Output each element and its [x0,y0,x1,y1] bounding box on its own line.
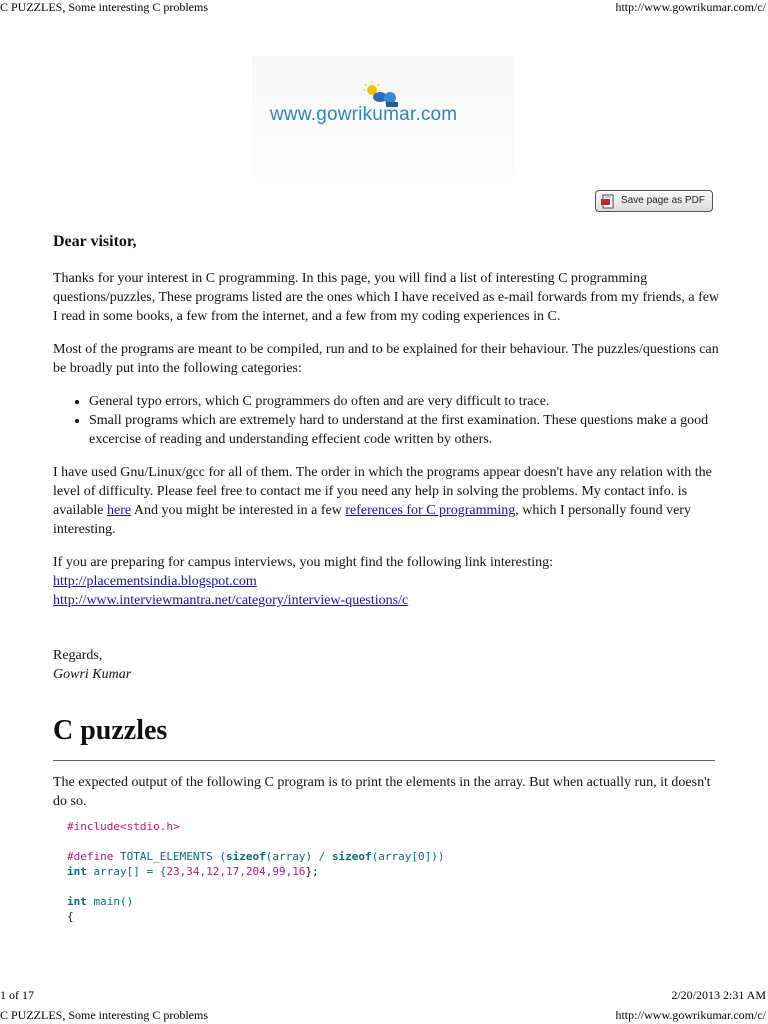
categories-intro: Most of the programs are meant to be compiled, run and to be explained for their behaviour. The puzzles/questions can be broadly put into the following categories: [53,342,719,376]
code-define-line: #define TOTAL_ELEMENTS (sizeof(array) / sizeof(array[0])) [67,850,445,863]
campus-paragraph [53,553,721,610]
interviewmantra-link[interactable]: http://www.interviewmantra.net/category/interview-questions/c [53,593,409,608]
usage-text-2: And you might be interested in a few [131,503,346,518]
usage-paragraph [53,463,721,539]
save-page-as-pdf-button[interactable] [595,190,713,212]
signature: Gowri Kumar [53,667,132,682]
references-link[interactable]: references for C programming [345,503,516,518]
contact-here-link[interactable]: here [107,503,132,518]
usage-text-1: I have used Gnu/Linux/gcc for all of them. The order in which the programs appear doesn't have any relation with the level of difficulty. Please feel free to contact me if you need any help in solving the problems. My contact info. is available [53,465,712,518]
code-brace: { [67,910,74,923]
footer-url: http://www.gowrikumar.com/c/ [615,1008,766,1022]
categories-list [53,392,721,449]
usage-text-3: , which I personally found very interesting. [53,503,691,537]
greeting: Dear visitor, [53,233,137,250]
placements-link[interactable]: http://placementsindia.blogspot.com [53,574,257,589]
main-content [53,232,721,924]
campus-text: If you are preparing for campus interviews, you might find the following link interesting: [53,555,553,570]
footer-datetime: 2/20/2013 2:31 AM [671,988,766,1002]
code-block [67,819,721,924]
code-include: #include<stdio.h> [67,820,180,833]
footer-title: C PUZZLES, Some interesting C problems [0,1008,208,1022]
code-main-line: int main() [67,895,134,908]
section-intro: The expected output of the following C program is to print the elements in the array. But when actually run, it doesn't do so. [53,775,711,809]
header-title: C PUZZLES, Some interesting C problems [0,0,208,14]
intro-paragraph: Thanks for your interest in C programming. In this page, you will find a list of interesting C programming questions/puzzles, These programs listed are the ones which I have received as e-mail forwards from my friends, a few I read in some books, a few from the internet, and a few from my coding experiences in C. [53,271,720,324]
divider [53,760,715,761]
header-url: http://www.gowrikumar.com/c/ [615,0,766,14]
regards-text: Regards, [53,648,103,663]
save-pdf-label: Save page as PDF [621,195,705,206]
site-logo[interactable] [252,56,514,178]
code-array-line: int array[] = {23,34,12,17,204,99,16}; [67,865,319,878]
logo-text: www.gowrikumar.com [270,104,458,125]
list-item: • Small programs which are extremely hard to understand at the first examination. These questions make a good excercise of reading and understanding effecient code written by others. [89,411,721,449]
section-title: C puzzles [53,715,168,746]
pdf-file-icon [601,194,617,209]
list-item: • General typo errors, which C programmers do often and are very difficult to trace. [89,392,721,411]
footer-page-number: 1 of 17 [0,988,34,1002]
closing [53,646,721,684]
